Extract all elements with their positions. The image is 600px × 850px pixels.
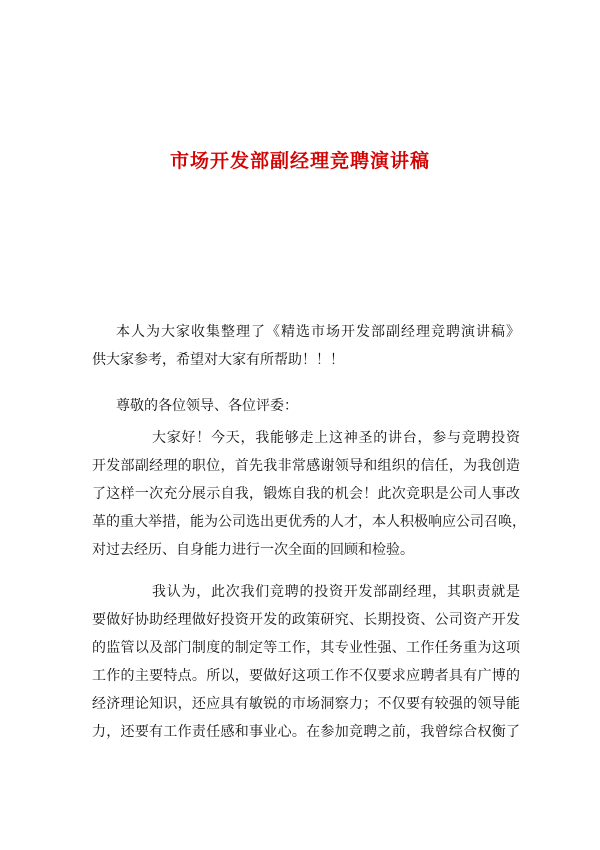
paragraph2-line-4: 工作的主要特点。所以，要做好这项工作不仅要求应聘者具有广博的 — [92, 668, 520, 684]
paragraph1-line-5: 对过去经历、自身能力进行一次全面的回顾和检验。 — [92, 542, 414, 558]
paragraph2-line-1: 我认为，此次我们竞聘的投资开发部副经理，其职责就是 — [152, 584, 520, 600]
intro-line-1: 本人为大家收集整理了《精选市场开发部副经理竞聘演讲稿》 — [116, 324, 520, 340]
paragraph1-line-4: 革的重大举措，能为公司选出更优秀的人才，本人积极响应公司召唤， — [92, 514, 526, 530]
paragraph1-line-3: 了这样一次充分展示自我，锻炼自我的机会！此次竞职是公司人事改 — [92, 486, 520, 502]
paragraph1-line-1: 大家好！今天，我能够走上这神圣的讲台，参与竞聘投资 — [152, 430, 520, 446]
paragraph2-line-6: 力，还要有工作责任感和事业心。在参加竞聘之前，我曾综合权衡了 — [92, 724, 520, 740]
intro-line-2: 供大家参考，希望对大家有所帮助！！！ — [92, 352, 344, 368]
salutation: 尊敬的各位领导、各位评委： — [116, 398, 298, 414]
paragraph1-line-2: 开发部副经理的职位，首先我非常感谢领导和组织的信任，为我创造 — [92, 458, 520, 474]
body-paragraph-2 — [92, 578, 520, 746]
body-paragraph-1 — [92, 424, 526, 564]
document-title: 市场开发部副经理竞聘演讲稿 — [169, 150, 430, 172]
paragraph2-line-5: 经济理论知识，还应具有敏锐的市场洞察力；不仅要有较强的领导能 — [92, 696, 520, 712]
paragraph2-line-2: 要做好协助经理做好投资开发的政策研究、长期投资、公司资产开发 — [92, 612, 520, 628]
paragraph2-line-3: 的监管以及部门制度的制定等工作，其专业性强、工作任务重为这项 — [92, 640, 520, 656]
salutation-paragraph — [92, 392, 520, 420]
intro-paragraph — [92, 318, 520, 374]
